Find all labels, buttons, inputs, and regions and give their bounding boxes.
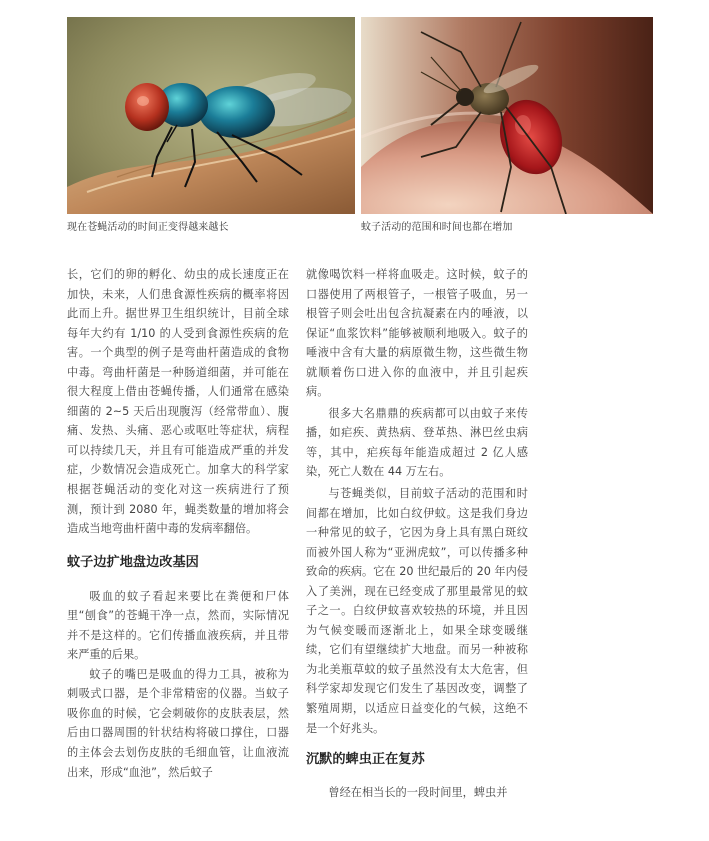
section-heading-mosquito: 蚊子边扩地盘边改基因 [67, 554, 199, 570]
section-heading-tick: 沉默的蜱虫正在复苏 [306, 752, 425, 768]
paragraph: 很多大名鼎鼎的疾病都可以由蚊子来传播，如疟疾、黄热病、登革热、淋巴丝虫病等，其中，疟疾每年能造成超过 2 亿人感染，死亡人数在 44 万左右。 [306, 406, 528, 479]
left-text-column [67, 265, 289, 782]
right-text-column [306, 265, 528, 803]
paragraph: 长，它们的卵的孵化、幼虫的成长速度正在加快，未来，人们患食源性疾病的概率将因此而上升。据世界卫生组织统计，目前全球每年大约有 1/10 的人受到食源性疾病的危害。一个典型的例子是弯曲杆菌造成的食物中毒。弯曲杆菌是一种肠道细菌，并可能在很大程度上借由苍蝇传播，人们通常在感染细菌的 2~5 天后出现腹泻（经常带血）、腹痛、发热、头痛、恶心或呕吐等症状，病程可以持续几天，并且有可能造成严重的并发症，少数情况会造成死亡。加拿大的科学家根据苍蝇活动的变化对这一疾病进行了预测，预计到 2080 年，蝇类数量的增加将会造成当地弯曲杆菌中毒的发病率翻倍。 [67, 268, 289, 536]
paragraph: 就像喝饮料一样将血吸走。这时候，蚊子的口器使用了两根管子，一根管子吸血，另一根管子则会吐出包含抗凝素在内的唾液，以保证“血浆饮料”能够被顺利地吸入。蚊子的唾液中含有大量的病原微生物，这些微生物就顺着伤口进入你的血液中，并且引起疾病。 [306, 268, 528, 399]
paragraph: 与苍蝇类似，目前蚊子活动的范围和时间都在增加，比如白纹伊蚊。这是我们身边一种常见的蚊子，它因为身上具有黑白斑纹而被外国人称为“亚洲虎蚊”，可以传播多种致命的疾病。它在 20 世纪最后的 20 年内侵入了美洲，现在已经变成了那里最常见的蚊子之一。白纹伊蚊喜欢较热的环境，并且因为气候变暖而逐渐北上，如果全球变暖继续，它们有望继续扩大地盘。而另一种被称为北美瓶草蚊的蚊子虽然没有太大危害，但科学家却发现它们发生了基因改变，调整了繁殖周期，以适应日益变化的气候，这绝不是一个好兆头。 [306, 487, 528, 735]
mosquito-photo [361, 17, 653, 214]
paragraph: 曾经在相当长的一段时间里，蜱虫并 [328, 786, 508, 800]
mosquito-photo-caption: 蚊子活动的范围和时间也都在增加 [361, 222, 513, 233]
fly-photo [67, 17, 355, 214]
fly-photo-caption: 现在苍蝇活动的时间正变得越来越长 [67, 222, 229, 233]
paragraph: 吸血的蚊子看起来要比在粪便和尸体里“刨食”的苍蝇干净一点，然而，实际情况并不是这样的。它们传播血液疾病，并且带来严重的后果。 [67, 589, 289, 662]
paragraph: 蚊子的嘴巴是吸血的得力工具，被称为刺吸式口器，是个非常精密的仪器。当蚊子吸你血的时候，它会刺破你的皮肤表层，然后由口器周围的针状结构将破口撑住，口器的主体会去划伤皮肤的毛细血管，让血液流出来，形成“血池”，然后蚊子 [67, 667, 289, 779]
